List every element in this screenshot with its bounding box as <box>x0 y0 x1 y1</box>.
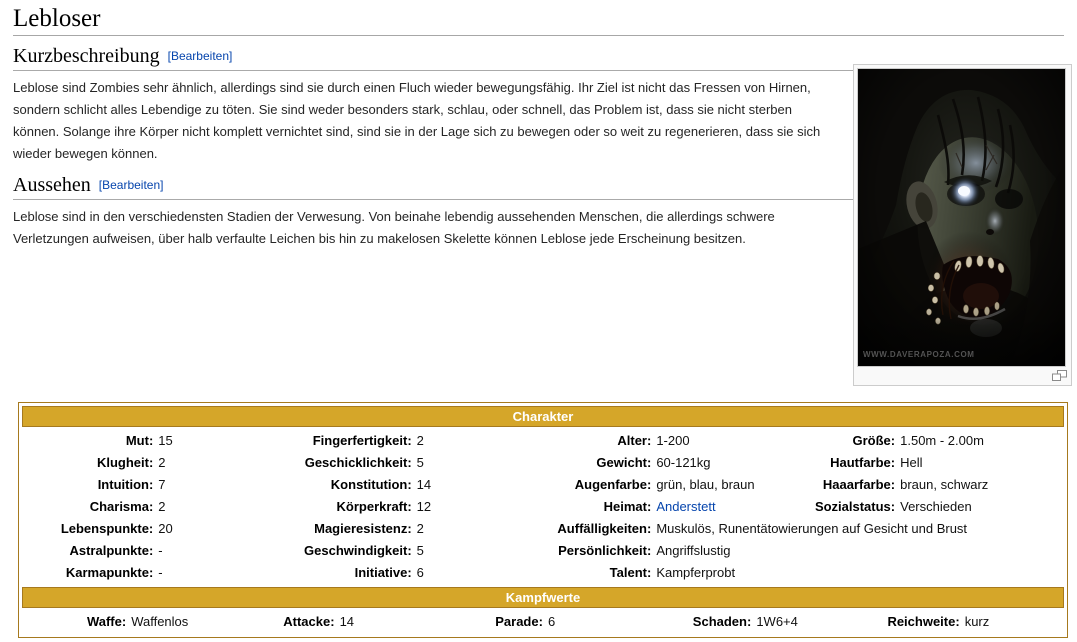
stat-label: Waffe: <box>86 614 127 629</box>
stat-label: Astralpunkte: <box>69 543 154 558</box>
charakter-grid <box>22 430 1064 584</box>
stat-value: 20 <box>158 521 173 536</box>
stat-label: Talent: <box>609 565 652 580</box>
stat-label: Karmapunkte: <box>65 565 154 580</box>
stat-label: Mut: <box>125 433 154 448</box>
stat-value: 1W6+4 <box>756 614 798 629</box>
stat-value: 14 <box>416 477 432 492</box>
paragraph-aussehen: Leblose sind in den verschiedensten Stadien der Verwesung. Von beinahe lebendig aussehenden Menschen, die allerdings schwere Verletzungen aufweisen, über halb verfaulte Leichen bis hin zu makelosen Skelette können Leblose jede Erscheinung besitzen. <box>13 209 775 246</box>
section-title: Kurzbeschreibung <box>13 45 160 67</box>
stat-value: 12 <box>416 499 432 514</box>
page-title: Lebloser <box>13 5 1064 36</box>
stat-value: 7 <box>158 477 166 492</box>
stats-table <box>18 402 1068 638</box>
stat-value: 2 <box>416 433 424 448</box>
stat-label: Geschwindigkeit: <box>304 543 412 558</box>
stat-value: 2 <box>158 455 166 470</box>
thumbnail-caption <box>857 367 1068 382</box>
edit-link[interactable]: [Bearbeiten] <box>167 49 233 63</box>
stat-label: Magieresistenz: <box>314 521 412 536</box>
article-content <box>13 45 1064 359</box>
stat-label: Auffälligkeiten: <box>557 521 652 536</box>
kampfwerte-header: Kampfwerte <box>22 587 1064 608</box>
stat-label: Alter: <box>617 433 652 448</box>
kampfwerte-grid <box>22 611 1064 633</box>
edit-link[interactable]: [Bearbeiten] <box>98 178 164 192</box>
image-watermark: WWW.DAVERAPOZA.COM <box>863 350 975 359</box>
section-title: Aussehen <box>13 174 91 196</box>
stat-value: 1-200 <box>656 433 690 448</box>
stat-label: Hautfarbe: <box>830 455 896 470</box>
stat-value: Hell <box>900 455 923 470</box>
stat-value: 6 <box>547 614 556 629</box>
stat-label: Intuition: <box>97 477 154 492</box>
zombie-illustration <box>858 69 1065 366</box>
paragraph-kurzbeschreibung: Leblose sind Zombies sehr ähnlich, allerdings sind sie durch einen Fluch wieder bewegungsfähig. Ihr Ziel ist nicht das Fressen von Hirnen, sondern schlicht alles Lebendige zu töten. Sie sind weder besonders stark, schlau, oder schnell, das Problem ist, dass sie nicht sterben können. Solange ihre Körper nicht komplett vernichtet sind, sind sie in der Lage sich zu bewegen oder so weit zu regenerieren, dass sie sich wieder bewegen können. <box>13 80 821 161</box>
stat-label: Schaden: <box>692 614 752 629</box>
stat-value: 2 <box>158 499 166 514</box>
stat-label: Körperkraft: <box>336 499 412 514</box>
stat-value: - <box>158 543 163 558</box>
stat-label: Heimat: <box>603 499 652 514</box>
stat-label: Größe: <box>852 433 896 448</box>
stat-label: Reichweite: <box>887 614 960 629</box>
stat-label: Geschicklichkeit: <box>304 455 412 470</box>
stat-value: 2 <box>416 521 424 536</box>
stat-label: Klugheit: <box>96 455 154 470</box>
charakter-header: Charakter <box>22 406 1064 427</box>
stat-value: 14 <box>339 614 355 629</box>
stat-label: Augenfarbe: <box>574 477 652 492</box>
stat-label: Lebenspunkte: <box>60 521 154 536</box>
stat-label: Haaarfarbe: <box>822 477 896 492</box>
stat-value <box>651 496 761 518</box>
stat-value: braun, schwarz <box>900 477 989 492</box>
stat-value: 1.50m - 2.00m <box>900 433 984 448</box>
stat-value: kurz <box>964 614 990 629</box>
stat-label: Fingerfertigkeit: <box>312 433 412 448</box>
stat-value: Waffenlos <box>131 614 189 629</box>
stat-label: Gewicht: <box>596 455 652 470</box>
stat-value: 15 <box>158 433 173 448</box>
stat-value: 5 <box>416 455 424 470</box>
stat-value: - <box>158 565 163 580</box>
stat-value: 6 <box>416 565 424 580</box>
stat-value: Angriffslustig <box>656 543 731 558</box>
stat-value: 60-121kg <box>656 455 711 470</box>
zombie-image[interactable] <box>857 68 1066 367</box>
magnify-icon[interactable] <box>1052 370 1067 381</box>
stat-value: 5 <box>416 543 424 558</box>
stat-value: Verschieden <box>900 499 972 514</box>
heimat-link[interactable]: Anderstett <box>656 499 716 514</box>
stat-label: Persönlichkeit: <box>558 543 652 558</box>
stat-label: Attacke: <box>283 614 335 629</box>
stat-label: Initiative: <box>354 565 412 580</box>
stat-value: Kampferprobt <box>656 565 736 580</box>
thumbnail-frame <box>853 64 1072 386</box>
stat-label: Parade: <box>495 614 543 629</box>
stat-label: Konstitution: <box>330 477 412 492</box>
stat-label: Sozialstatus: <box>814 499 896 514</box>
stat-value: grün, blau, braun <box>656 477 755 492</box>
stat-label: Charisma: <box>89 499 154 514</box>
stat-value: Muskulös, Runentätowierungen auf Gesicht und Brust <box>656 521 968 536</box>
